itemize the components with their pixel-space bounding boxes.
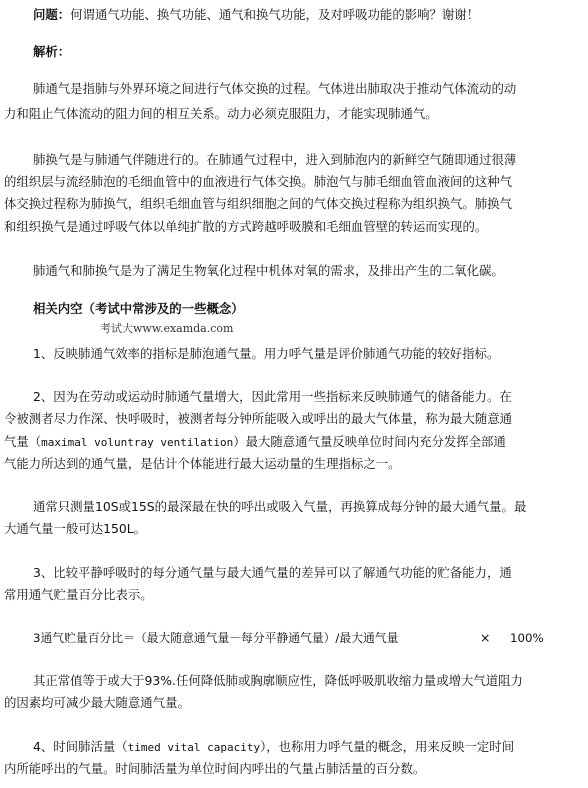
item2-line-3-b: ）最大随意通气量反映单位时间内充分发挥全部通 bbox=[233, 434, 506, 449]
related-heading: 相关内空（考试中常涉及的一些概念） bbox=[33, 301, 244, 316]
item1-line: 1、反映肺通气效率的指标是肺泡通气量。用力呼气量是评价肺通气功能的较好指标。 bbox=[33, 346, 500, 361]
item4-line-1 bbox=[33, 739, 514, 756]
range-line-1: 其正常值等于或大于93%.任何降低肺或胸廓顺应性，降低呼吸肌收缩力量或增大气道阻力 bbox=[33, 673, 523, 688]
p3-line: 肺通气和肺换气是为了满足生物氧化过程中机体对氧的需求，及排出产生的二氧化碳。 bbox=[33, 263, 504, 278]
formula-text: 3通气贮量百分比＝（最大随意通气量－每分平静通气量）/最大通气量 bbox=[33, 631, 399, 645]
item2-line-2: 令被测者尽力作深、快呼吸时，被测者每分钟所能吸入或呼出的最大气体量，称为最大随意通 bbox=[4, 411, 513, 426]
item3-line-1: 3、比较平静呼吸时的每分通气量与最大通气量的差异可以了解通气功能的贮备能力，通 bbox=[33, 565, 512, 580]
item2-line-4: 气能力所达到的通气量，是估计个体能进行最大运动量的生理指标之一。 bbox=[4, 456, 401, 471]
p2-line-2: 的组织层与流经肺泡的毛细血管中的血液进行气体交换。肺泡气与肺毛细血管血液间的这种气 bbox=[4, 174, 513, 189]
normal-line-1: 通常只测量10S或15S的最深最在快的呼出或吸入气量，再换算成每分钟的最大通气量。最 bbox=[33, 499, 527, 514]
p2-line-3: 体交换过程称为肺换气，组织毛细血管与组织细胞之间的气体交换过程称为组织换气。肺换气 bbox=[4, 196, 513, 211]
question-text: 何谓通气功能、换气功能、通气和换气功能，及对呼吸功能的影响？谢谢！ bbox=[70, 7, 480, 22]
p2-line-4: 和组织换气是通过呼吸气体以单纯扩散的方式跨越呼吸膜和毛细血管壁的转运而实现的。 bbox=[4, 219, 488, 234]
item4-line-2: 内所能呼出的气量。时间肺活量为单位时间内呼出的气量占肺活量的百分数。 bbox=[4, 761, 426, 776]
item4-line-1-b: ），也称用力呼气量的概念，用来反映一定时间 bbox=[260, 739, 515, 754]
formula-percent: 100% bbox=[510, 631, 544, 645]
item2-line-3 bbox=[4, 434, 506, 451]
analysis-label: 解析： bbox=[33, 44, 71, 59]
item2-line-3-a: 气量（ bbox=[4, 434, 42, 449]
p1-line-1: 肺通气是指肺与外界环境之间进行气体交换的过程。气体进出肺取决于推动气体流动的动 bbox=[33, 81, 517, 96]
item3-line-2: 常用通气贮量百分比表示。 bbox=[4, 587, 153, 602]
item2-english-term: maximal voluntray ventilation bbox=[41, 436, 234, 449]
item2-line-1: 2、因为在劳动或运动时肺通气量增大，因此常用一些指标来反映肺通气的储备能力。在 bbox=[33, 389, 512, 404]
formula-line bbox=[33, 630, 398, 646]
p2-line-1: 肺换气是与肺通气伴随进行的。在肺通气过程中，进入到肺泡内的新鲜空气随即通过很薄 bbox=[33, 152, 517, 167]
item4-line-1-a: 4、时间肺活量（ bbox=[33, 739, 128, 754]
range-line-2: 的因素均可减少最大随意通气量。 bbox=[4, 695, 190, 710]
normal-line-2: 大通气量一般可达150L。 bbox=[4, 521, 147, 536]
p1-line-2: 力和阻止气体流动的阻力间的相互关系。动力必须克服阻力，才能实现肺通气。 bbox=[4, 106, 438, 121]
question-label: 问题： bbox=[33, 7, 71, 22]
formula-times: × bbox=[480, 630, 491, 645]
item4-english-term: timed vital capacity bbox=[127, 741, 261, 754]
question-line bbox=[33, 7, 479, 23]
watermark-text: 考试大www.examda.com bbox=[100, 322, 234, 335]
